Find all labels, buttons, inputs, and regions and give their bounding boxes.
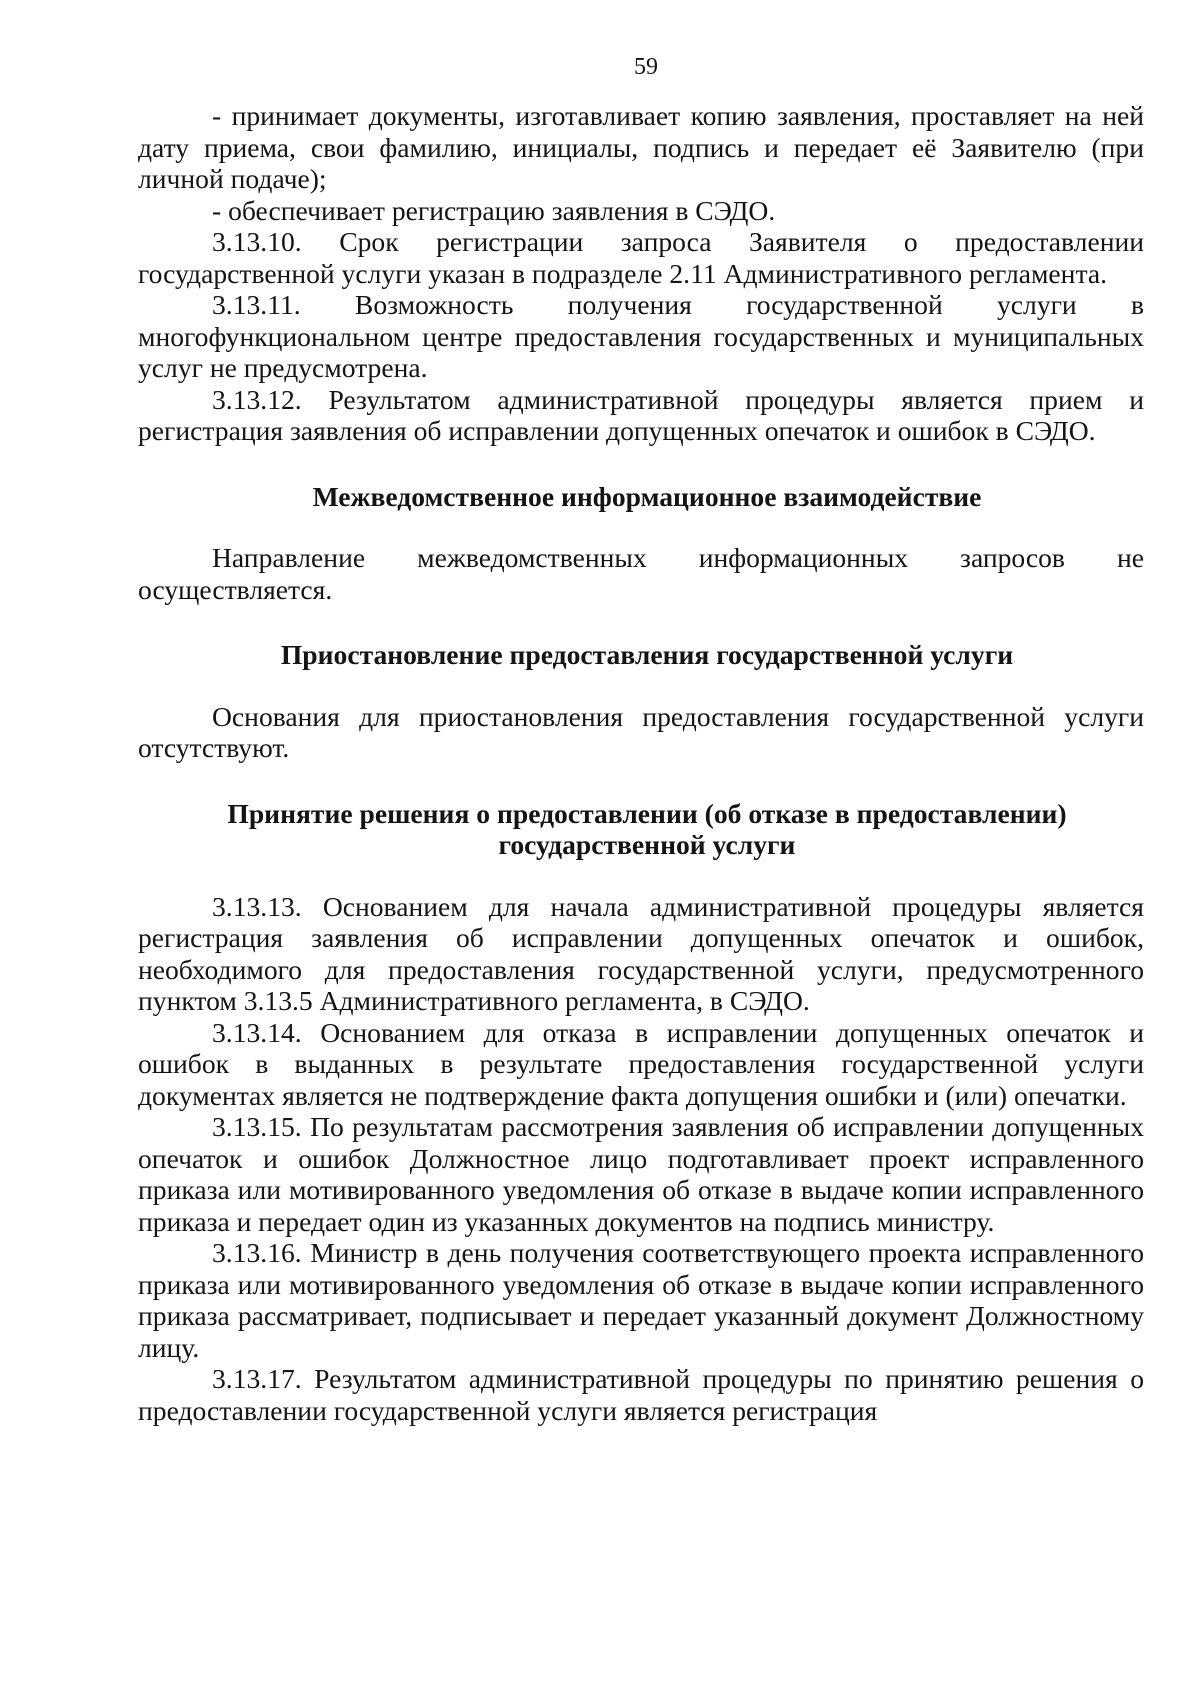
heading-decision-line-2: государственной услуги [498, 829, 796, 860]
page-number: 59 [634, 54, 658, 80]
paragraph-3-13-16: 3.13.16. Министр в день получения соответствующего проекта исправленного приказа или мотивированного уведомления об отказе в выдаче копии исправленного приказа рассматривает, подписывает и передает указанный документ Должностному лицу. [138, 1237, 1144, 1363]
heading-interagency: Межведомственное информационное взаимодействие [312, 480, 982, 512]
paragraph-accepts-documents: - принимает документы, изготавливает копию заявления, проставляет на ней дату приема, свои фамилию, инициалы, подпись и передает её Заявителю (при личной подаче); [138, 100, 1144, 194]
paragraph-3-13-10: 3.13.10. Срок регистрации запроса Заявителя о предоставлении государственной услуги указан в подразделе 2.11 Административного регламента. [138, 226, 1144, 289]
paragraph-3-13-15: 3.13.15. По результатам рассмотрения заявления об исправлении допущенных опечаток и ошибок Должностное лицо подготавливает проект исправленного приказа или мотивированного уведомления об отказе в выдаче копии исправленного приказа и передает один из указанных документов на подпись министру. [138, 1111, 1144, 1237]
paragraph-suspension: Основания для приостановления предоставления государственной услуги отсутствуют. [138, 700, 1144, 763]
paragraph-3-13-12: 3.13.12. Результатом административной процедуры является прием и регистрация заявления об исправлении допущенных опечаток и ошибок в СЭДО. [138, 383, 1144, 446]
paragraph-interagency: Направление межведомственных информационных запросов не осуществляется. [138, 542, 1144, 605]
paragraph-3-13-14: 3.13.14. Основанием для отказа в исправлении допущенных опечаток и ошибок в выданных в результате предоставления государственной услуги документах является не подтверждение факта допущения ошибки и (или) опечатки. [138, 1016, 1144, 1111]
paragraph-3-13-17: 3.13.17. Результатом административной процедуры по принятию решения о предоставлении государственной услуги является регистрация [138, 1363, 1144, 1426]
paragraph-registration-sedo: - обеспечивает регистрацию заявления в СЭДО. [212, 194, 776, 226]
heading-suspension: Приостановление предоставления государственной услуги [280, 639, 1014, 670]
heading-decision [138, 798, 1144, 861]
document-body [138, 100, 1144, 1426]
heading-decision-line-1: Принятие решения о предоставлении (об отказе в предоставлении) [227, 797, 1067, 829]
paragraph-3-13-11: 3.13.11. Возможность получения государственной услуги в многофункциональном центре предоставления государственных и муниципальных услуг не предусмотрена. [138, 289, 1144, 383]
paragraph-3-13-13: 3.13.13. Основанием для начала административной процедуры является регистрация заявления об исправлении допущенных опечаток и ошибок, необходимого для предоставления государственной услуги, предусмотренного пунктом 3.13.5 Административного регламента, в СЭДО. [138, 890, 1144, 1016]
